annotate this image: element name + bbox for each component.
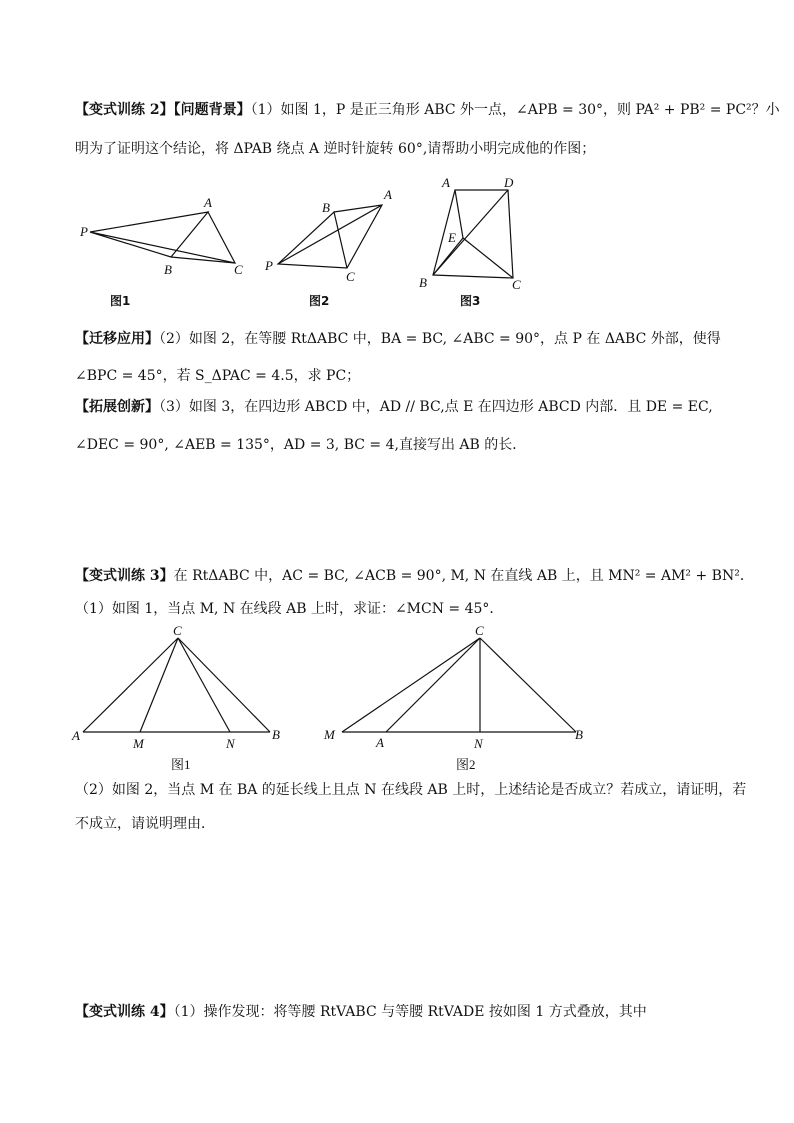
p3-figure-1 bbox=[70, 620, 290, 775]
p4-l1-text: （1）操作发现：将等腰 RtVABC 与等腰 RtVADE 按如图 1 方式叠放，其中 bbox=[173, 1004, 647, 1020]
fig1-label-c: C bbox=[234, 262, 243, 277]
fig3-label-a: A bbox=[442, 175, 450, 190]
p2-figure-1 bbox=[78, 195, 258, 310]
p3f1-label-n: N bbox=[226, 736, 235, 751]
fig3-quad bbox=[433, 190, 513, 278]
p3f2-label-m: M bbox=[324, 727, 335, 742]
fig3-ec bbox=[463, 238, 513, 278]
p3f1-label-a: A bbox=[72, 728, 80, 743]
fig1-label-a: A bbox=[204, 195, 212, 210]
fig3-ae bbox=[455, 190, 463, 238]
fig2-label-c: C bbox=[346, 269, 355, 284]
fig1-caption: 图1 bbox=[110, 294, 131, 308]
p3f2-label-c: C bbox=[475, 623, 484, 638]
fig3-caption: 图3 bbox=[460, 294, 481, 308]
p3f2-label-b: B bbox=[575, 727, 583, 742]
fig1-bc bbox=[171, 257, 235, 263]
p3f1-cb bbox=[178, 638, 270, 732]
p3-line-2: （1）如图 1，当点 M, N 在线段 AB 上时，求证：∠MCN = 45°． bbox=[75, 601, 504, 617]
p2-line-2: 明为了证明这个结论，将 ΔPAB 绕点 A 逆时针旋转 60°,请帮助小明完成他的作图； bbox=[75, 141, 596, 157]
fig1-label-p: P bbox=[80, 224, 88, 239]
p3-line-1 bbox=[75, 566, 754, 586]
fig2-label-p: P bbox=[265, 258, 273, 273]
fig3-label-c: C bbox=[512, 277, 521, 292]
p4-heading: 【变式训练 4】 bbox=[75, 1004, 174, 1020]
fig3-label-e: E bbox=[448, 230, 456, 245]
p3-heading: 【变式训练 3】 bbox=[75, 568, 174, 584]
fig2-pa bbox=[278, 205, 382, 264]
p2-line-6: ∠DEC = 90°, ∠AEB = 135°，AD = 3, BC = 4,直接写出 AB 的长． bbox=[75, 437, 527, 453]
p3-l1-text: 在 RtΔABC 中，AC = BC, ∠ACB = 90°, M, N 在直线 AB 上，且 MN² = AM² + BN²． bbox=[173, 568, 754, 584]
p3f1-ca bbox=[83, 638, 178, 732]
p2-l5-text: （3）如图 3，在四边形 ABCD 中，AD // BC,点 E 在四边形 ABCD 内部．且 DE = EC, bbox=[159, 399, 713, 415]
p3f1-label-c: C bbox=[173, 623, 182, 638]
p3f1-caption: 图1 bbox=[171, 757, 191, 772]
p2-heading: 【变式训练 2】【问题背景】 bbox=[75, 102, 251, 118]
p2-line-1 bbox=[75, 100, 780, 120]
p2-line-4: ∠BPC = 45°，若 S_ΔPAC = 4.5，求 PC； bbox=[75, 368, 361, 384]
p2-figure-3 bbox=[415, 175, 535, 310]
p2-l3-text: （2）如图 2，在等腰 RtΔABC 中，BA = BC, ∠ABC = 90°，点 P 在 ΔABC 外部，使得 bbox=[159, 331, 721, 347]
p2-migration-heading: 【迁移应用】 bbox=[75, 331, 159, 347]
p3-line-4: 不成立，请说明理由． bbox=[75, 816, 215, 832]
p2-line-3 bbox=[75, 329, 721, 349]
p3-figure-2 bbox=[320, 620, 590, 775]
p2-line-5 bbox=[75, 397, 713, 417]
p3-line-3: （2）如图 2，当点 M 在 BA 的延长线上且点 N 在线段 AB 上时，上述结论是否成立？若成立，请证明，若 bbox=[75, 782, 747, 798]
p2-l1-math: P 是正三角形 ABC 外一点，∠APB = 30°，则 PA² + PB² = PC²？小 bbox=[335, 102, 780, 118]
fig3-label-d: D bbox=[504, 175, 514, 190]
p3f1-label-b: B bbox=[272, 727, 280, 742]
p2-extension-heading: 【拓展创新】 bbox=[75, 399, 159, 415]
p4-line-1 bbox=[75, 1002, 647, 1022]
fig3-label-b: B bbox=[419, 275, 427, 290]
p2-figure-2 bbox=[262, 185, 402, 310]
p3f2-label-a: A bbox=[376, 735, 384, 750]
p3f1-cm bbox=[140, 638, 178, 732]
fig1-segments bbox=[90, 212, 235, 263]
p3f2-caption: 图2 bbox=[456, 757, 476, 772]
fig2-caption: 图2 bbox=[309, 294, 330, 308]
p3f1-label-m: M bbox=[133, 736, 144, 751]
p3f2-label-n: N bbox=[474, 736, 483, 751]
fig2-label-a: A bbox=[384, 187, 392, 202]
fig2-label-b: B bbox=[322, 200, 330, 215]
p3f2-cm bbox=[342, 638, 480, 732]
p2-l1-text: （1）如图 1， bbox=[250, 102, 336, 118]
fig1-label-b: B bbox=[164, 262, 172, 277]
p3f1-cn bbox=[178, 638, 230, 732]
p3f2-ca bbox=[386, 638, 480, 732]
p3f2-cb bbox=[480, 638, 576, 732]
